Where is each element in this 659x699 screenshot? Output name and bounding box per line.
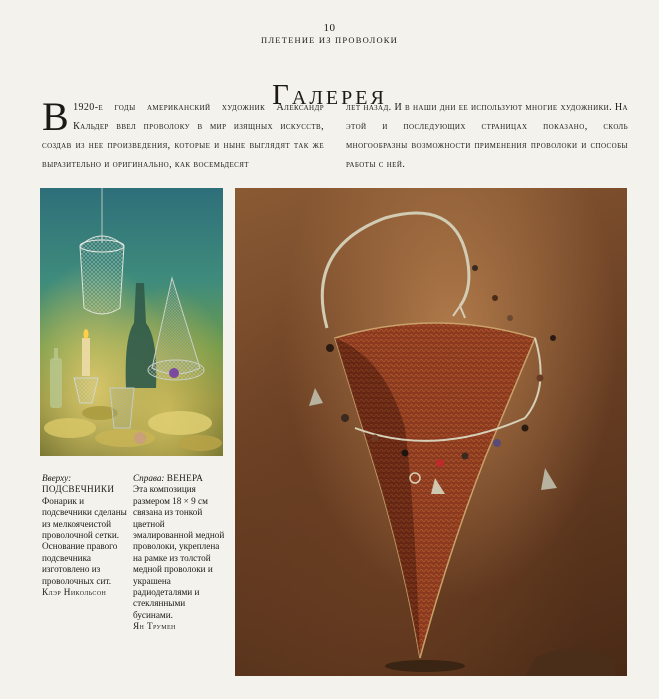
caption-body: Эта композиция размером 18 × 9 см связана из тонкой цветной эмалированной медной проволоки, укреплена на рамке из толстой медной проволоки и украшена радиодеталями и стеклянными бусинами.: [133, 484, 225, 620]
page-number: 10: [323, 22, 336, 34]
dropcap: В: [42, 94, 70, 139]
candlesticks-photo: [40, 188, 223, 456]
intro-text-left: 1920-е годы американский художник Александр Кальдер ввел проволоку в мир изящных искусств, создав из нее произведения, которые и ныне выглядят так же выразительно и оригинально, как восемьдесят: [42, 102, 324, 170]
caption-venus: [133, 473, 225, 633]
caption-candlesticks: [42, 473, 128, 598]
caption-label: Справа:: [133, 473, 165, 483]
running-head: ПЛЕТЕНИЕ ИЗ ПРОВОЛОКИ: [261, 35, 398, 45]
caption-heading: ВЕНЕРА: [166, 473, 204, 483]
caption-credit: Ян Трумен: [133, 621, 176, 632]
caption-label: Вверху:: [42, 473, 72, 483]
page-title: Галерея: [272, 79, 387, 112]
venus-sculpture-photo: [235, 188, 627, 676]
venus-illustration: [235, 188, 627, 676]
intro-column-left: [42, 94, 324, 174]
caption-body: Фонарик и подсвечники сделаны из мелкоячеистой проволочной сетки. Основание правого подсвечника изготовлено из проволочных сит.: [42, 495, 127, 586]
caption-credit: Клэр Никольсон: [42, 587, 107, 598]
caption-heading: ПОДСВЕЧНИКИ: [42, 484, 115, 495]
candlesticks-illustration: [40, 188, 223, 456]
intro-column-right: лет назад. И в наши дни ее используют многие художники. На этой и последующих страницах показано, сколь многообразны возможности применения проволоки и способы работы с ней.: [346, 102, 628, 170]
